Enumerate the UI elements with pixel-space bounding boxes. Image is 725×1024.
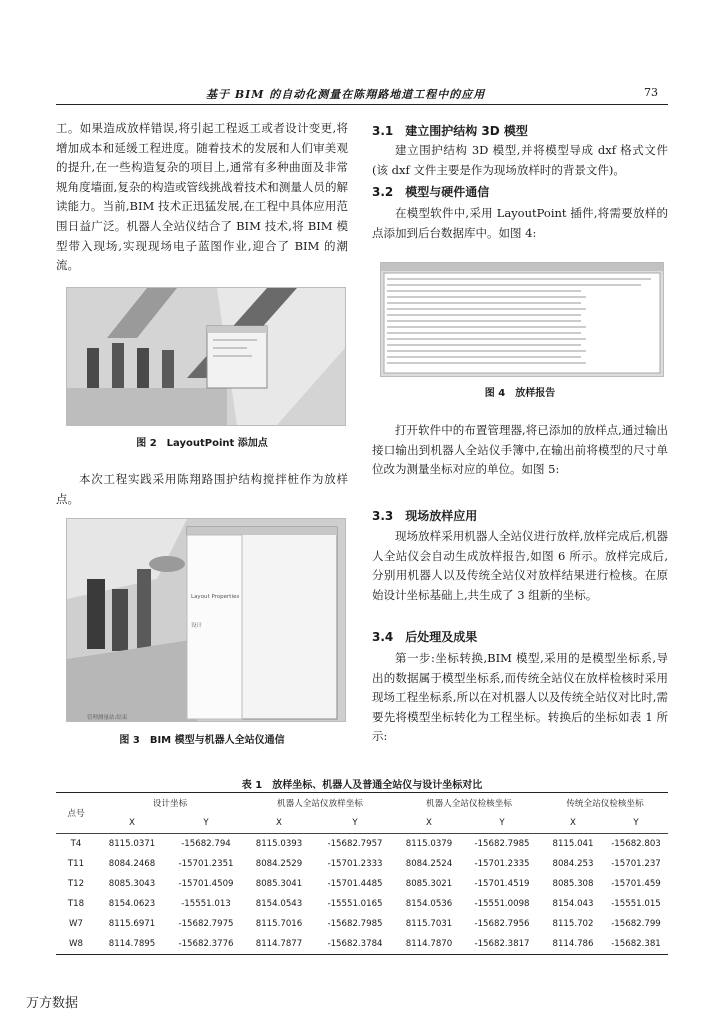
sub-header-y: Y <box>352 818 358 828</box>
watermark: 万方数据 <box>26 996 79 1011</box>
cell-value: 8115.0393 <box>255 839 303 849</box>
cell-value: 8154.0536 <box>405 899 453 909</box>
cell-value: 8114.7870 <box>405 939 453 949</box>
table-header-row-1 <box>56 793 668 814</box>
table-row <box>56 834 668 855</box>
figure-2-image <box>66 287 346 426</box>
cell-value: -15701.2335 <box>474 859 530 869</box>
cell-value: -15682.3784 <box>327 939 383 949</box>
table-row <box>56 894 668 914</box>
cell-value: 8115.7031 <box>405 919 453 929</box>
section-3-1-paragraph: 建立围护结构 3D 模型,并将模型导成 dxf 格式文件(该 dxf 文件主要是作为现场放样时的背景文件)。 <box>372 143 668 177</box>
cell-value: 8085.3021 <box>405 879 453 889</box>
cell-value: -15701.4519 <box>474 879 530 889</box>
section-3-3-heading: 3.3 现场放样应用 <box>372 509 478 523</box>
cell-value: -15682.7985 <box>327 919 383 929</box>
cell-value: -15682.7975 <box>178 919 234 929</box>
cell-value: 8084.2524 <box>405 859 453 869</box>
cell-value: 8154.0543 <box>255 899 303 909</box>
figure-4-caption: 图 4 放样报告 <box>484 388 556 399</box>
page-number: 73 <box>644 86 658 99</box>
cell-value: -15701.4485 <box>327 879 383 889</box>
figure-2-render <box>67 288 345 425</box>
sub-header-y: Y <box>499 818 505 828</box>
header-group-traditional-check: 传统全站仪检核坐标 <box>566 799 644 809</box>
cell-value: -15551.0098 <box>474 899 530 909</box>
section-3-3-paragraph: 现场放样采用机器人全站仪进行放样,放样完成后,机器人全站仪会自动生成放样报告,如图 6 所示。放样完成后,分别用机器人以及传统全站仪对放样结果进行检核。在原始设计坐标基础上,共生成了 3 组新的坐标。 <box>372 529 668 602</box>
cell-value: -15682.7956 <box>474 919 530 929</box>
sub-header-y: Y <box>203 818 209 828</box>
figure-3-status-text: 管理测量站:结束 <box>87 715 128 721</box>
table-row <box>56 934 668 955</box>
cell-value: -15701.2351 <box>178 859 234 869</box>
figure-3-render <box>67 519 345 721</box>
cell-value: 8084.253 <box>552 859 594 869</box>
cell-value: -15682.7985 <box>474 839 530 849</box>
sub-header-x: X <box>129 818 135 828</box>
cell-value: -15682.3776 <box>178 939 234 949</box>
cell-value: 8085.3041 <box>255 879 303 889</box>
table-row <box>56 854 668 874</box>
cell-value: -15682.3817 <box>474 939 530 949</box>
cell-value: 8115.041 <box>552 839 594 849</box>
running-header <box>56 86 666 104</box>
cell-value: 8114.786 <box>552 939 594 949</box>
sub-header-x: X <box>276 818 282 828</box>
cell-value: 8084.2468 <box>108 859 156 869</box>
sub-header-y: Y <box>633 818 639 828</box>
header-group-design: 设计坐标 <box>152 799 188 809</box>
cell-value: -15551.015 <box>611 899 661 909</box>
table-row <box>56 914 668 934</box>
cell-value: 8115.0371 <box>108 839 156 849</box>
sub-header-x: X <box>426 818 432 828</box>
cell-value: 8085.308 <box>552 879 594 889</box>
section-3-4-paragraph: 第一步:坐标转换,BIM 模型,采用的是模型坐标系,导出的数据属于模型坐标系,而传统全站仪在放样检核时采用现场工程坐标系,所以在对机器人以及传统全站仪对比时,需要先将模型坐标转化为工程坐标。转换后的坐标如表 1 所示: <box>372 651 668 744</box>
left-paragraph-1: 工。如果造成放样错误,将引起工程返工或者设计变更,将增加成本和延缓工程进度。随着技术的发展和人们审美观的提升,在一些构造复杂的项目上,通常有多种曲面及非常规角度墙面,复杂的构造或管线挑战着技术和测量人员的解读能力。当前,BIM 技术正迅猛发展,在工程中具体应用范围日益广泛。机器人全站仪结合了 BIM 技术,将 BIM 模型带入现场,实现现场电子蓝图作业,迎合了 BIM 的潮流。 <box>56 121 348 273</box>
section-3-2-heading: 3.2 模型与硬件通信 <box>372 185 490 199</box>
section-3-1-heading: 3.1 建立围护结构 3D 模型 <box>372 124 528 138</box>
cell-value: -15682.799 <box>611 919 661 929</box>
figure-4-render <box>381 263 663 376</box>
cell-value: -15701.4509 <box>178 879 234 889</box>
cell-value: 8114.7877 <box>255 939 303 949</box>
figure-3-image <box>66 518 346 722</box>
table-header-row-2 <box>56 813 668 834</box>
cell-value: 8115.7016 <box>255 919 303 929</box>
cell-value: -15682.794 <box>181 839 231 849</box>
cell-value: -15682.7957 <box>327 839 383 849</box>
cell-value: -15701.459 <box>611 879 661 889</box>
cell-point-id: T11 <box>67 859 85 869</box>
header-group-robot-check: 机器人全站仪检核坐标 <box>426 799 512 809</box>
cell-value: -15682.803 <box>611 839 661 849</box>
cell-value: -15551.013 <box>181 899 231 909</box>
figure-2-caption: 图 2 LayoutPoint 添加点 <box>136 438 268 449</box>
cell-value: 8115.6971 <box>108 919 156 929</box>
section-3-4-heading: 3.4 后处理及成果 <box>372 630 478 644</box>
cell-value: -15701.237 <box>611 859 661 869</box>
figure-3-panel-item: 设计 <box>191 623 203 629</box>
table-row <box>56 874 668 894</box>
cell-value: 8115.0379 <box>405 839 453 849</box>
table-1-caption: 表 1 放样坐标、机器人及普通全站仪与设计坐标对比 <box>241 780 483 791</box>
cell-point-id: W8 <box>69 939 83 949</box>
cell-value: -15551.0165 <box>327 899 383 909</box>
cell-point-id: T4 <box>70 839 82 849</box>
left-paragraph-2: 本次工程实践采用陈翔路围护结构搅拌桩作为放样点。 <box>56 472 348 506</box>
cell-point-id: W7 <box>69 919 83 929</box>
header-group-robot-layout: 机器人全站仪放样坐标 <box>277 799 363 809</box>
cell-value: 8084.2529 <box>255 859 303 869</box>
figure-4-image <box>380 262 664 377</box>
header-point-id: 点号 <box>56 793 96 834</box>
sub-header-x: X <box>570 818 576 828</box>
section-3-2-paragraph-2: 打开软件中的布置管理器,将已添加的放样点,通过输出接口输出到机器人全站仪手簿中,在输出前将模型的尺寸单位改为测量坐标对应的单位。如图 5: <box>372 423 668 477</box>
header-rule <box>56 104 668 105</box>
cell-value: 8115.702 <box>552 919 594 929</box>
cell-value: -15701.2333 <box>327 859 383 869</box>
section-3-2-paragraph: 在模型软件中,采用 LayoutPoint 插件,将需要放样的点添加到后台数据库中。如图 4: <box>372 206 668 240</box>
cell-value: -15682.381 <box>611 939 661 949</box>
figure-3-caption: 图 3 BIM 模型与机器人全站仪通信 <box>119 735 285 746</box>
cell-value: 8154.043 <box>552 899 594 909</box>
running-title: 基于 BIM 的自动化测量在陈翔路地道工程中的应用 <box>206 88 486 101</box>
figure-3-panel-title: Layout Properties <box>191 594 240 600</box>
cell-value: 8154.0623 <box>108 899 156 909</box>
cell-point-id: T12 <box>67 879 85 889</box>
cell-value: 8114.7895 <box>108 939 156 949</box>
cell-point-id: T18 <box>67 899 85 909</box>
cell-value: 8085.3043 <box>108 879 156 889</box>
table-1 <box>56 792 668 955</box>
